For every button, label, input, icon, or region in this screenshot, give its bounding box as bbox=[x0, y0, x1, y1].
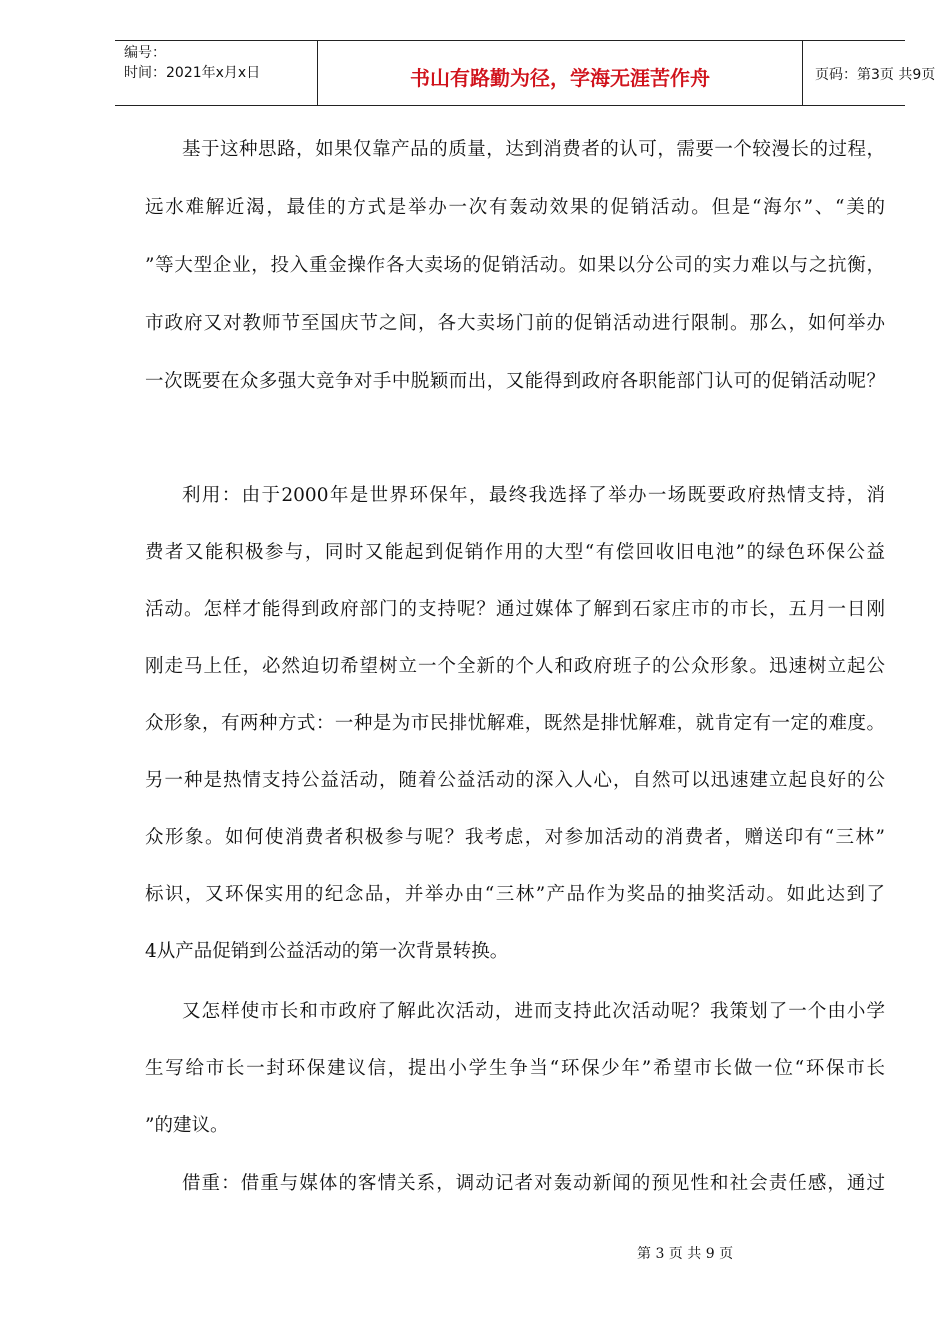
text-line: 市政府又对教师节至国庆节之间，各大卖场门前的促销活动进行限制。那么，如何举办 bbox=[145, 313, 885, 334]
header-meta-cell bbox=[115, 41, 317, 105]
motto-text: 书山有路勤为径，学海无涯苦作舟 bbox=[410, 66, 710, 90]
text-line: 标识，又环保实用的纪念品，并举办由“三林”产品作为奖品的抽奖活动。如此达到了 bbox=[145, 884, 885, 905]
text-line: ”的建议。 bbox=[145, 1115, 229, 1136]
header-motto-cell bbox=[317, 41, 803, 105]
text-line: 费者又能积极参与，同时又能起到促销作用的大型“有偿回收旧电池”的绿色环保公益 bbox=[145, 542, 885, 563]
text-line: 众形象。如何使消费者积极参与呢？我考虑，对参加活动的消费者，赠送印有“三林” bbox=[145, 827, 885, 848]
text-line: 一次既要在众多强大竞争对手中脱颖而出，又能得到政府各职能部门认可的促销活动呢？ bbox=[145, 371, 885, 392]
text-line: 又怎样使市长和市政府了解此次活动，进而支持此次活动呢？我策划了一个由小学 bbox=[182, 1001, 885, 1022]
text-line: 基于这种思路，如果仅靠产品的质量，达到消费者的认可，需要一个较漫长的过程， bbox=[182, 139, 885, 160]
text-line: 远水难解近渴，最佳的方式是举办一次有轰动效果的促销活动。但是“海尔”、“美的 bbox=[145, 197, 885, 218]
text-line: 4从产品促销到公益活动的第一次背景转换。 bbox=[145, 941, 509, 962]
text-line: 借重：借重与媒体的客情关系，调动记者对轰动新闻的预见性和社会责任感，通过 bbox=[182, 1173, 885, 1194]
text-line: 活动。怎样才能得到政府部门的支持呢？通过媒体了解到石家庄市的市长，五月一日刚 bbox=[145, 599, 885, 620]
serial-number-label: 编号： bbox=[124, 45, 166, 61]
text-line: 众形象，有两种方式：一种是为市民排忧解难，既然是排忧解难，就肯定有一定的难度。 bbox=[145, 713, 885, 734]
text-line: 生写给市长一封环保建议信，提出小学生争当“环保少年”希望市长做一位“环保市长 bbox=[145, 1058, 885, 1079]
page-header bbox=[115, 40, 936, 106]
text-line: 利用：由于2000年是世界环保年，最终我选择了举办一场既要政府热情支持，消 bbox=[182, 485, 885, 506]
footer-page-number: 第 3 页 共 9 页 bbox=[637, 1246, 734, 1262]
header-page-cell bbox=[803, 41, 936, 105]
text-line: 刚走马上任，必然迫切希望树立一个全新的个人和政府班子的公众形象。迅速树立起公 bbox=[145, 656, 885, 677]
text-line: ”等大型企业，投入重金操作各大卖场的促销活动。如果以分公司的实力难以与之抗衡， bbox=[145, 255, 885, 276]
text-line: 另一种是热情支持公益活动，随着公益活动的深入人心，自然可以迅速建立起良好的公 bbox=[145, 770, 885, 791]
time-label: 时间：2021年x月x日 bbox=[124, 65, 261, 81]
page-number-label: 页码：第3页 共9页 bbox=[815, 67, 936, 83]
